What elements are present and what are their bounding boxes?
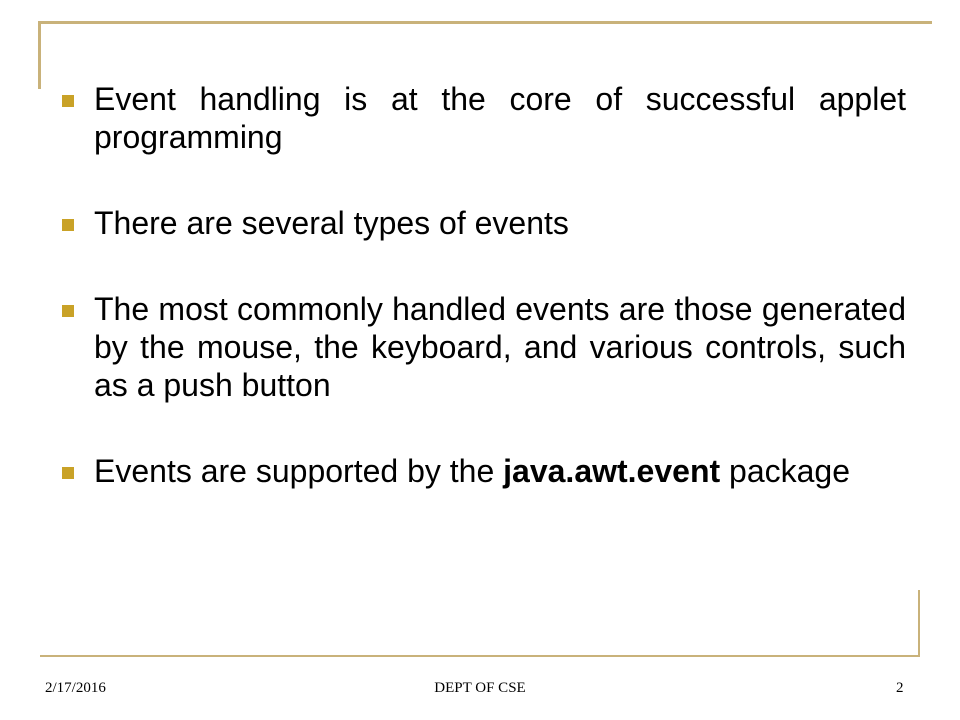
- frame-right-line: [918, 590, 920, 657]
- bullet-text: There are several types of events: [94, 205, 569, 241]
- bullet-text-before: Events are supported by the: [94, 453, 504, 489]
- square-bullet-icon: [62, 95, 74, 107]
- bullet-item: [62, 204, 906, 242]
- frame-left-line: [38, 21, 41, 89]
- footer-date: 2/17/2016: [45, 680, 106, 696]
- bullet-text: The most commonly handled events are those generated by the mouse, the keyboard, and various controls, such as a push button: [94, 291, 906, 403]
- bullet-item: [62, 452, 906, 490]
- bullet-text: Event handling is at the core of successful applet programming: [94, 81, 906, 155]
- square-bullet-icon: [62, 305, 74, 317]
- square-bullet-icon: [62, 219, 74, 231]
- bullet-item: [62, 290, 906, 404]
- footer-page-number: 2: [896, 680, 904, 696]
- bullet-item: [62, 80, 906, 156]
- square-bullet-icon: [62, 467, 74, 479]
- package-name: java.awt.event: [503, 453, 721, 489]
- bullet-text-after: package: [720, 453, 851, 489]
- bullet-list: [62, 80, 906, 490]
- frame-top-line: [40, 21, 932, 24]
- footer-department: DEPT OF CSE: [434, 680, 526, 696]
- frame-bottom-line: [40, 655, 918, 657]
